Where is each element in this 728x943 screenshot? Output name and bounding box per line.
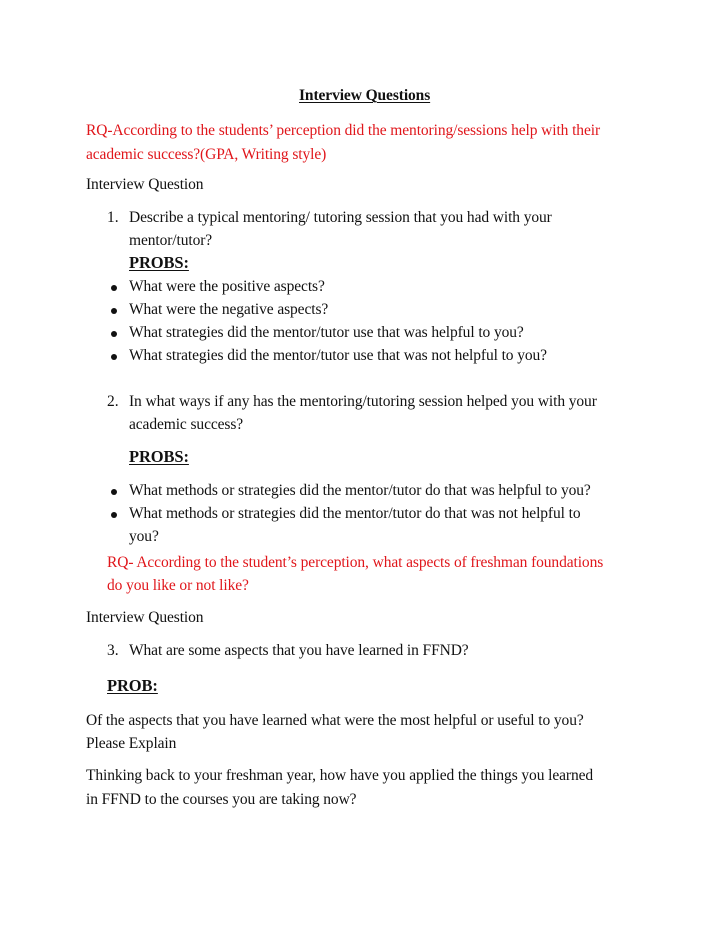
question-1-probs-label: PROBS: — [129, 253, 189, 272]
research-question-1-line-2: academic success?(GPA, Writing style) — [86, 146, 327, 163]
bullet-icon — [111, 512, 117, 518]
bullet-icon — [111, 354, 117, 360]
question-3-number: 3. — [107, 642, 119, 659]
paragraph-2-line-1: Thinking back to your freshman year, how have you applied the things you learned — [86, 767, 594, 784]
interview-question-label-1: Interview Question — [86, 176, 204, 193]
bullet-icon — [111, 285, 117, 291]
question-2-number: 2. — [107, 393, 119, 410]
bullet-icon — [111, 331, 117, 337]
question-1-bullet: What strategies did the mentor/tutor use that was helpful to you? — [129, 324, 524, 341]
research-question-2-line-1: RQ- According to the student’s perception, what aspects of freshman foundations — [107, 554, 604, 571]
question-3-text: What are some aspects that you have learned in FFND? — [129, 642, 469, 659]
question-1-number: 1. — [107, 209, 119, 226]
question-1-bullet: What strategies did the mentor/tutor use that was not helpful to you? — [129, 347, 547, 364]
question-2-line-2: academic success? — [129, 416, 244, 433]
research-question-2-line-2: do you like or not like? — [107, 577, 249, 594]
bullet-icon — [111, 308, 117, 314]
paragraph-1-line-2: Please Explain — [86, 735, 177, 752]
bullet-icon — [111, 489, 117, 495]
paragraph-2-line-2: in FFND to the courses you are taking now? — [86, 791, 357, 808]
question-2-bullet-continuation: you? — [129, 528, 159, 545]
research-question-1-line-1: RQ-According to the students’ perception did the mentoring/sessions help with their — [86, 122, 601, 139]
question-1-line-1: Describe a typical mentoring/ tutoring session that you had with your — [129, 209, 552, 226]
question-2-bullet: What methods or strategies did the mentor/tutor do that was not helpful to — [129, 505, 581, 522]
question-1-bullet: What were the positive aspects? — [129, 278, 325, 295]
question-2-line-1: In what ways if any has the mentoring/tutoring session helped you with your — [129, 393, 597, 410]
interview-question-label-2: Interview Question — [86, 609, 204, 626]
question-1-line-2: mentor/tutor? — [129, 232, 213, 249]
question-2-bullet: What methods or strategies did the mentor/tutor do that was helpful to you? — [129, 482, 591, 499]
question-1-bullet: What were the negative aspects? — [129, 301, 329, 318]
paragraph-1-line-1: Of the aspects that you have learned what were the most helpful or useful to you? — [86, 712, 584, 729]
question-2-probs-label: PROBS: — [129, 447, 189, 466]
question-3-prob-label: PROB: — [107, 676, 158, 695]
document-title: Interview Questions — [299, 87, 431, 104]
